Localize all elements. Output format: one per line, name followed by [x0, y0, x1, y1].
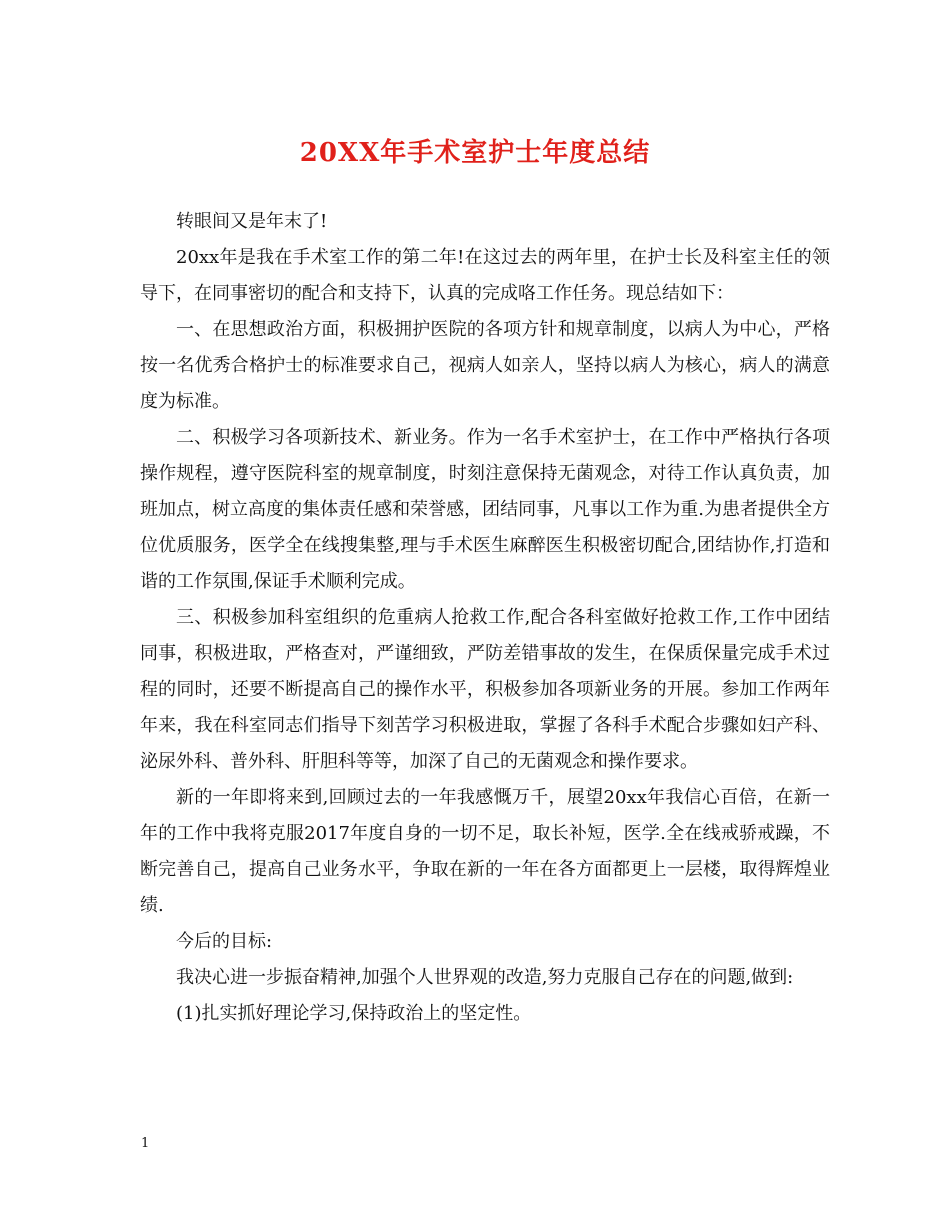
paragraph-section-3: 三、积极参加科室组织的危重病人抢救工作,配合各科室做好抢救工作,工作中团结同事，积极进取，严格查对，严谨细致，严防差错事故的发生，在保质保量完成手术过程的同时，还要不断提高自己的操作水平，积极参加各项新业务的开展。参加工作两年年来，我在科室同志们指导下刻苦学习积极进取，掌握了各科手术配合步骤如妇产科、泌尿外科、普外科、肝胆科等等，加深了自己的无菌观念和操作要求。 [140, 607, 830, 772]
paragraph-resolution: 我决心进一步振奋精神,加强个人世界观的改造,努力克服自己存在的问题,做到: [176, 967, 794, 988]
document-title: 20XX年手术室护士年度总结 [299, 138, 651, 168]
paragraph-outlook: 新的一年即将来到,回顾过去的一年我感慨万千，展望20xx年我信心百倍，在新一年的工作中我将克服2017年度自身的一切不足，取长补短，医学.全在线戒骄戒躁，不断完善自己，提高自己业务水平，争取在新的一年在各方面都更上一层楼，取得辉煌业绩. [140, 787, 830, 916]
document-body [140, 204, 830, 1032]
paragraph-overview: 20xx年是我在手术室工作的第二年!在这过去的两年里，在护士长及科室主任的领导下，在同事密切的配合和支持下，认真的完成咯工作任务。现总结如下： [140, 247, 830, 304]
page-number: 1 [141, 1136, 150, 1151]
paragraph-section-1: 一、在思想政治方面，积极拥护医院的各项方针和规章制度，以病人为中心，严格按一名优秀合格护士的标准要求自己，视病人如亲人，坚持以病人为核心，病人的满意度为标准。 [140, 319, 830, 412]
paragraph-section-2: 二、积极学习各项新技术、新业务。作为一名手术室护士，在工作中严格执行各项操作规程，遵守医院科室的规章制度，时刻注意保持无菌观念，对待工作认真负责，加班加点，树立高度的集体责任感和荣誉感，团结同事，凡事以工作为重.为患者提供全方位优质服务，医学全在线搜集整,理与手术医生麻醉医生积极密切配合,团结协作,打造和谐的工作氛围,保证手术顺利完成。 [140, 427, 830, 592]
paragraph-goal-1: (1)扎实抓好理论学习,保持政治上的坚定性。 [176, 1003, 532, 1024]
paragraph-goals-heading: 今后的目标: [176, 931, 273, 952]
paragraph-intro: 转眼间又是年末了! [176, 211, 328, 232]
